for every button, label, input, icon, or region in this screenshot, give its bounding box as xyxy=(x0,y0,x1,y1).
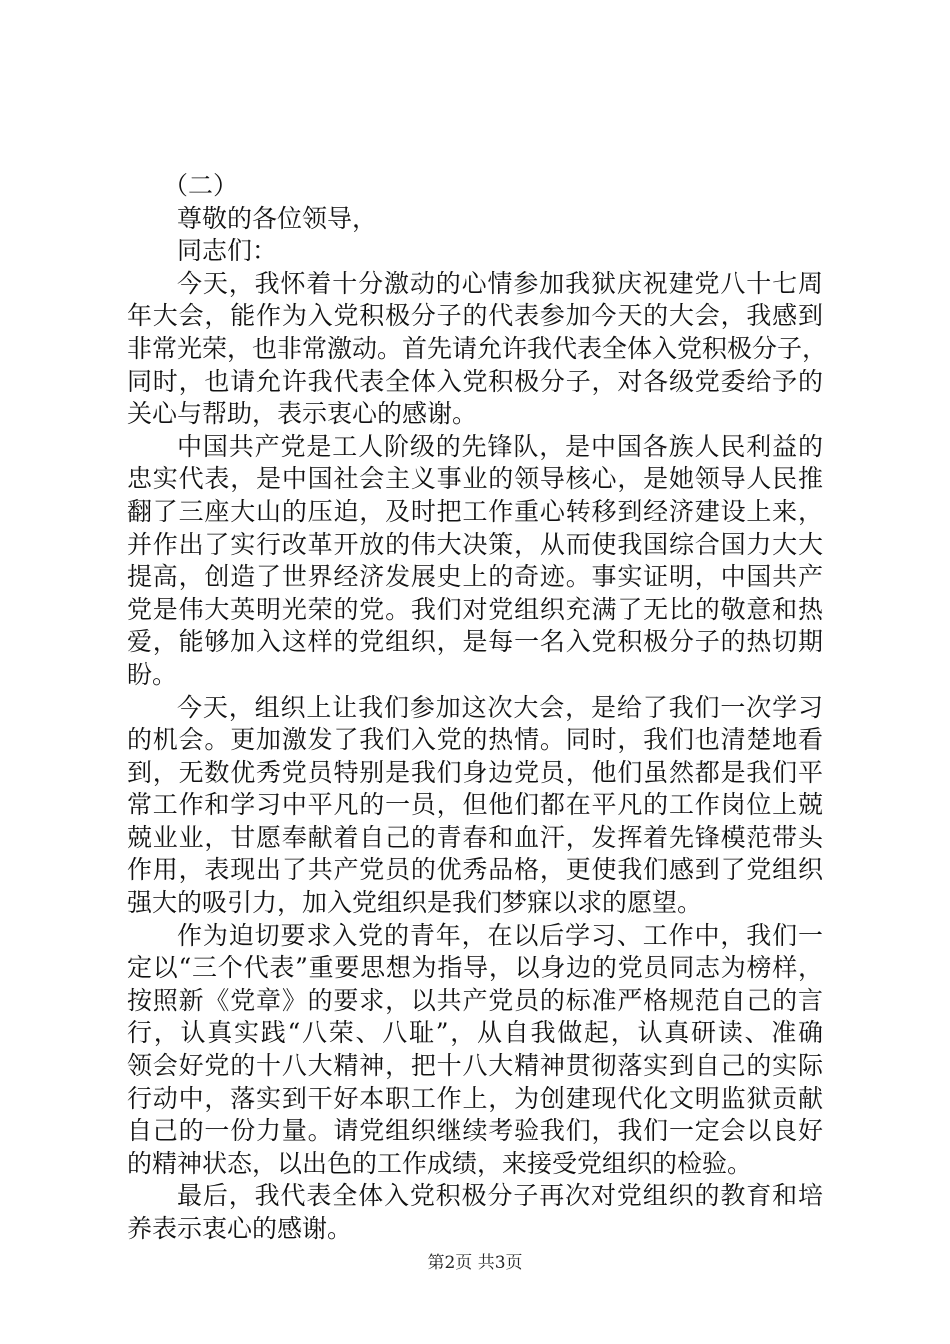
paragraph-line: 定以“三个代表”重要思想为指导，以身边的党员同志为榜样， xyxy=(127,953,823,983)
paragraph-2 xyxy=(127,431,823,692)
paragraph-line: 养表示衷心的感谢。 xyxy=(127,1214,353,1243)
paragraph-line: 今天，我怀着十分激动的心情参加我狱庆祝建党八十七周 xyxy=(177,268,823,298)
paragraph-line: 常工作和学习中平凡的一员，但他们都在平凡的工作岗位上兢 xyxy=(127,790,823,820)
section-heading: （二） xyxy=(163,171,239,200)
paragraph-line: 的机会。更加激发了我们入党的热情。同时，我们也清楚地看 xyxy=(127,725,823,755)
paragraph-line: 作为迫切要求入党的青年，在以后学习、工作中，我们一 xyxy=(177,920,823,950)
paragraph-line: 的精神状态，以出色的工作成绩，来接受党组织的检验。 xyxy=(127,1148,753,1178)
salutation-comrades: 同志们： xyxy=(177,236,278,266)
document-body xyxy=(127,170,828,1246)
paragraph-line: 盼。 xyxy=(127,659,178,689)
paragraph-4 xyxy=(127,920,823,1181)
paragraph-line: 同时，也请允许我代表全体入党积极分子，对各级党委给予的 xyxy=(127,366,823,396)
paragraph-5 xyxy=(127,1180,823,1245)
salutation-leaders: 尊敬的各位领导， xyxy=(177,203,378,233)
paragraph-line: 强大的吸引力，加入党组织是我们梦寐以求的愿望。 xyxy=(127,888,703,918)
paragraph-line: 领会好党的十八大精神，把十八大精神贯彻落实到自己的实际 xyxy=(127,1051,823,1081)
paragraph-line: 爱，能够加入这样的党组织，是每一名入党积极分子的热切期 xyxy=(127,627,823,657)
paragraph-1 xyxy=(127,268,828,431)
paragraph-line: 非常光荣，也非常激动。首先请允许我代表全体入党积极分子， xyxy=(127,333,828,363)
paragraph-3 xyxy=(127,692,823,920)
paragraph-line: 提高，创造了世界经济发展史上的奇迹。事实证明，中国共产 xyxy=(127,562,823,592)
paragraph-line: 最后，我代表全体入党积极分子再次对党组织的教育和培 xyxy=(177,1181,823,1211)
paragraph-line: 中国共产党是工人阶级的先锋队，是中国各族人民利益的 xyxy=(177,431,823,461)
paragraph-line: 到，无数优秀党员特别是我们身边党员，他们虽然都是我们平 xyxy=(127,757,823,787)
paragraph-line: 按照新《党章》的要求，以共产党员的标准严格规范自己的言 xyxy=(127,985,823,1015)
paragraph-line: 作用，表现出了共产党员的优秀品格，更使我们感到了党组织 xyxy=(127,855,823,885)
paragraph-line: 党是伟大英明光荣的党。我们对党组织充满了无比的敬意和热 xyxy=(127,594,823,624)
paragraph-line: 自己的一份力量。请党组织继续考验我们，我们一定会以良好 xyxy=(127,1116,823,1146)
paragraph-line: 兢业业，甘愿奉献着自己的青春和血汗，发挥着先锋模范带头 xyxy=(127,822,823,852)
paragraph-line: 关心与帮助，表示衷心的感谢。 xyxy=(127,399,478,429)
paragraph-line: 年大会，能作为入党积极分子的代表参加今天的大会，我感到 xyxy=(127,301,823,331)
paragraph-line: 忠实代表，是中国社会主义事业的领导核心，是她领导人民推 xyxy=(127,464,823,494)
page-number-footer: 第2页 共3页 xyxy=(427,1253,523,1273)
paragraph-line: 行动中，落实到干好本职工作上，为创建现代化文明监狱贡献 xyxy=(127,1083,823,1113)
paragraph-line: 行，认真实践“八荣、八耻”，从自我做起，认真研读、准确 xyxy=(127,1018,823,1048)
paragraph-line: 并作出了实行改革开放的伟大决策，从而使我国综合国力大大 xyxy=(127,529,823,559)
paragraph-line: 今天，组织上让我们参加这次大会，是给了我们一次学习 xyxy=(177,692,823,722)
paragraph-line: 翻了三座大山的压迫，及时把工作重心转移到经济建设上来， xyxy=(127,496,823,526)
